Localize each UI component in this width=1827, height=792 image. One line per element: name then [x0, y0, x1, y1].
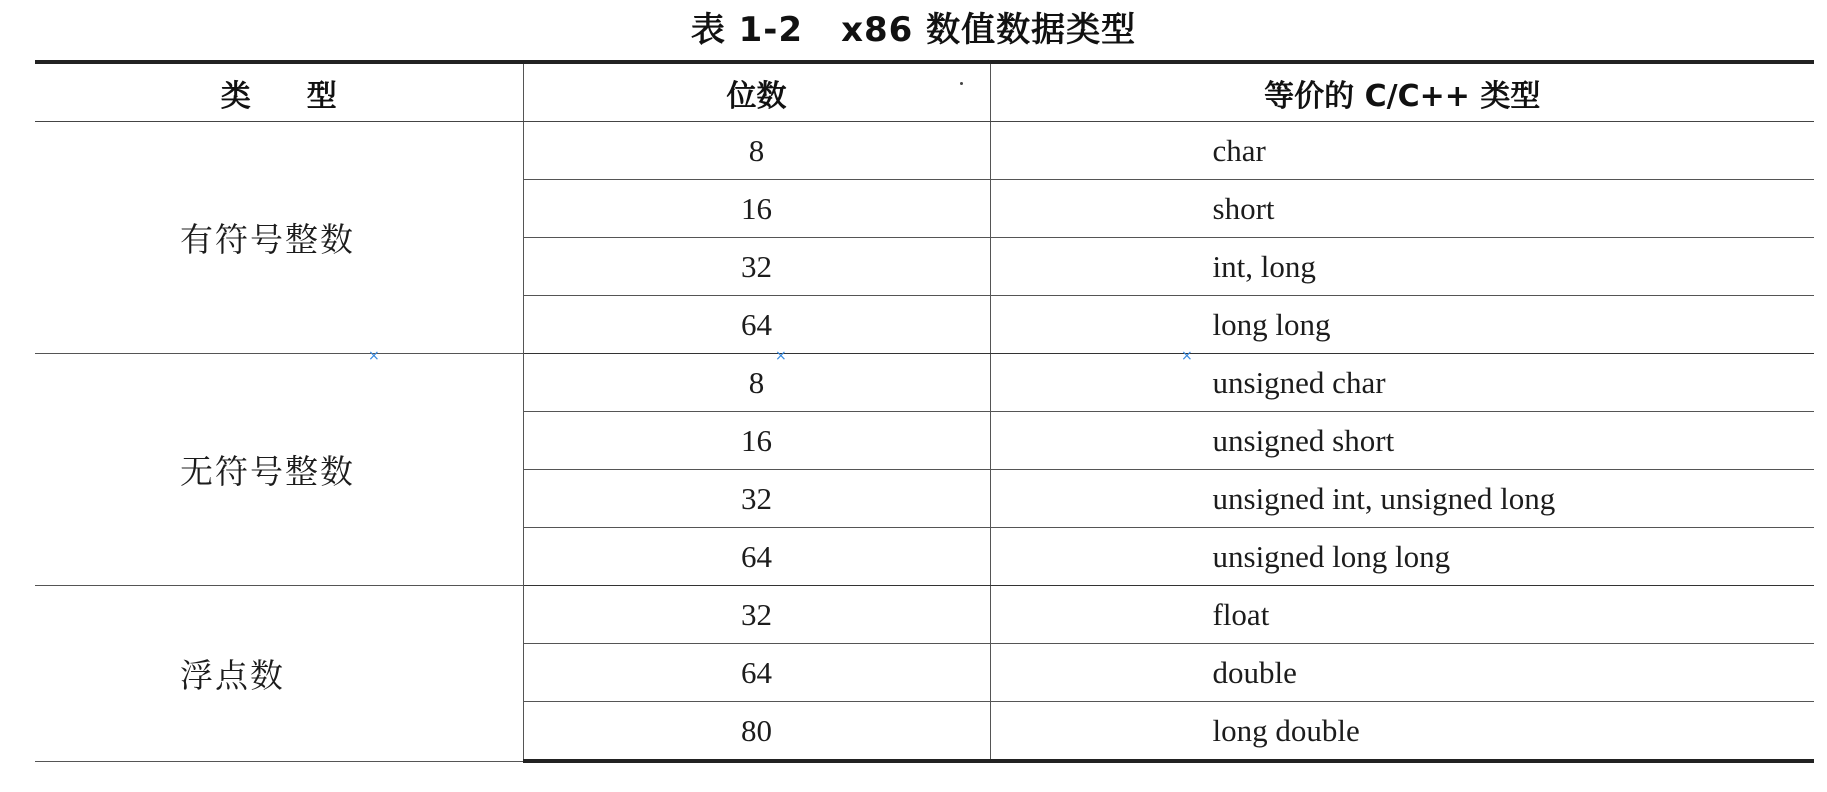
header-row [35, 62, 1814, 122]
ctype-cell: int, long [990, 238, 1814, 296]
bits-cell: 64 [523, 528, 990, 586]
bits-cell: 80 [523, 702, 990, 762]
bits-cell: 8 [523, 354, 990, 412]
bits-cell: 16 [523, 412, 990, 470]
table-row [35, 354, 1814, 412]
ctype-cell: unsigned char [990, 354, 1814, 412]
ctype-cell: float [990, 586, 1814, 644]
ctype-cell: unsigned short [990, 412, 1814, 470]
header-ctype: 等价的 C/C++ 类型 [990, 62, 1814, 122]
ctype-cell: char [990, 122, 1814, 180]
bits-cell: 32 [523, 586, 990, 644]
bits-cell: 32 [523, 238, 990, 296]
category-cell: 有符号整数 [35, 122, 523, 354]
cross-mark-icon: × [1181, 348, 1193, 364]
table-caption [0, 6, 1827, 54]
ctype-cell: long double [990, 702, 1814, 762]
table-title: x86 数值数据类型 [841, 10, 1137, 50]
table-number: 表 1-2 [690, 10, 804, 50]
ctype-cell: double [990, 644, 1814, 702]
cross-mark-icon: × [368, 348, 380, 364]
category-cell: 浮点数 [35, 586, 523, 762]
header-type: 类型 [35, 62, 523, 122]
table-row [35, 122, 1814, 180]
ctype-cell: unsigned long long [990, 528, 1814, 586]
ctype-cell: short [990, 180, 1814, 238]
speck-dot [960, 82, 963, 85]
ctype-cell: long long [990, 296, 1814, 354]
bits-cell: 64 [523, 644, 990, 702]
bits-cell: 16 [523, 180, 990, 238]
cross-mark-icon: × [775, 348, 787, 364]
category-cell: 无符号整数 [35, 354, 523, 586]
bits-cell: 32 [523, 470, 990, 528]
bits-cell: 8 [523, 122, 990, 180]
ctype-cell: unsigned int, unsigned long [990, 470, 1814, 528]
bits-cell: 64 [523, 296, 990, 354]
table-row [35, 586, 1814, 644]
header-bits: 位数 [523, 62, 990, 122]
data-types-table [35, 60, 1814, 763]
